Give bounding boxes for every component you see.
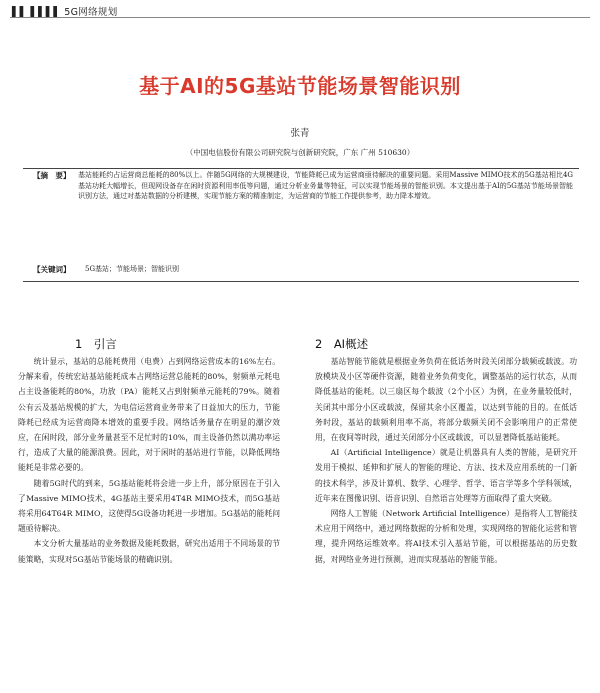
keywords-text: 5G基站；节能场景；智能识别: [85, 265, 180, 273]
running-header: [12, 4, 118, 18]
header-rule: [10, 17, 590, 18]
paragraph: 网络人工智能（Network Artificial Intelligence）是指将人工智能技术应用于网络中，通过网络数据的分析和处理，实现网络的智能化运营和管理，提升网络运维效率。将AI技术引入基站节能，可以根据基站的历史数据，对网络业务进行预测，进而实现基站的智能节能。: [315, 509, 577, 564]
paragraph: 随着5G时代的到来，5G基站能耗将会进一步上升，部分原因在于引入了Massive MIMO技术，4G基站主要采用4T4R MIMO技术，而5G基站将采用64T64R MIMO，这使得5G设备功耗进一步增加。5G基站的能耗问题亟待解决。: [18, 478, 280, 534]
header-bars-icon: ▌▌ ▌▌▌▌: [12, 7, 61, 18]
author-affiliation: （中国电信股份有限公司研究院与创新研究院，广东 广州 510630）: [185, 148, 415, 157]
paper-title: 基于AI的5G基站节能场景智能识别: [139, 74, 461, 98]
header-section-name: 5G网络规划: [64, 7, 118, 18]
paragraph: 统计显示，基站的总能耗费用（电费）占到网络运营成本的16%左右。分解来看，传统宏站基站能耗成本占网络运营总能耗的80%，射频单元耗电占主设备能耗的80%，功放（PA）能耗又占到射频单元能耗的79%。随着公有云及基站规模的扩大，为电信运营商业务带来了日益加大的压力，节能降耗已经成为运营商降本增效的重要手段。网络话务量存在明显的潮汐效应，在闲时段，部分业务量甚至不足忙时的10%，而主设备仍然以满功率运行，造成了大量的能源浪费。因此，对于闲时的基站进行节能，以降低网络能耗是非常必要的。: [18, 357, 280, 473]
column-right: [315, 354, 577, 567]
paragraph: 本文分析大量基站的业务数据及能耗数据，研究出适用于不同场景的节能策略，实现对5G基站节能场景的精确识别。: [18, 539, 280, 564]
column-left: [18, 354, 280, 567]
author-name: 张青: [290, 128, 310, 139]
keywords-label: 【关键词】: [33, 265, 71, 274]
section-heading-ai-overview: 2 AI概述: [315, 337, 369, 351]
paragraph: 基站智能节能就是根据业务负荷在低话务时段关闭部分载频或载波。功放模块及小区等硬件资源，随着业务负荷变化，调整基站的运行状态，从而降低基站的能耗。以三扇区每个载波（2个小区）为例，在业务量较低时，关闭其中部分小区或载波，保留其余小区覆盖，以达到节能的目的。在低话务时段，基站的载频利用率不高，将部分载频关闭不会影响用户的正常使用，在夜间等时段，通过关闭部分小区或载波，可以显著降低基站能耗。: [315, 357, 577, 443]
section-heading-introduction: 1 引言: [75, 337, 117, 351]
abstract-text: 基站能耗约占运营商总能耗的80%以上。伴随5G网络的大规模建设，节能降耗已成为运营商亟待解决的重要问题。采用Massive MIMO技术的5G基站相比4G基站功耗大幅增长，但现网设备存在闲时资源利用率低等问题，通过分析业务量等特征，可以实现节能场景的智能识别。本文提出基于AI的5G基站节能场景智能识别方法，通过对基站数据的分析建模，实现节能方案的精准制定，为运营商的节能工作提供参考，助力降本增效。: [78, 171, 573, 201]
paragraph: AI（Artificial Intelligence）就是让机器具有人类的智能，是研究开发用于模拟、延伸和扩展人的智能的理论、方法、技术及应用系统的一门新的技术科学，涉及计算机、数学、心理学、哲学、语言学等多个学科领域，近年来在图像识别、语音识别、自然语言处理等方面取得了重大突破。: [315, 448, 577, 503]
abstract-label: 【摘 要】: [33, 171, 71, 180]
